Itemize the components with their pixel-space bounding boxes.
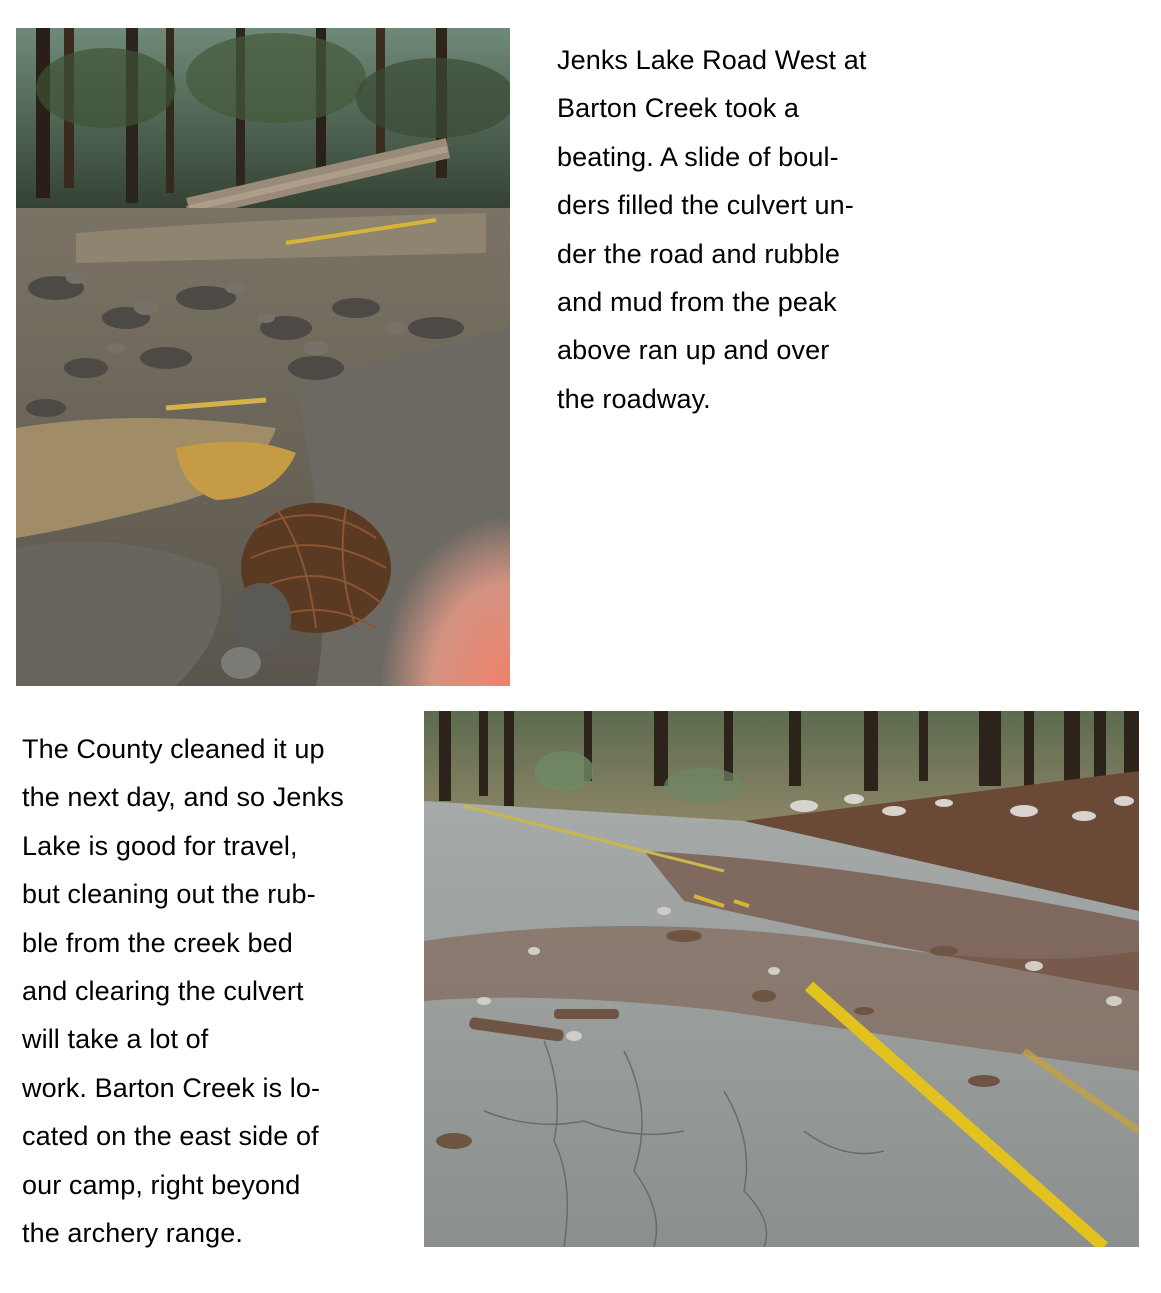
text-line: the roadway. <box>557 383 711 414</box>
slide-description <box>557 36 866 423</box>
cleanup-description <box>22 725 344 1257</box>
text-line: ble from the creek bed <box>22 927 293 958</box>
text-line: Lake is good for travel, <box>22 830 298 861</box>
text-line: ders filled the culvert un- <box>557 190 854 221</box>
text-line: work. Barton Creek is lo- <box>22 1072 321 1103</box>
road-cleanup-photo <box>424 711 1139 1247</box>
text-line: Barton Creek took a <box>557 93 800 124</box>
text-line: Jenks Lake Road West at <box>557 45 867 75</box>
text-line: der the road and rubble <box>557 238 841 269</box>
text-line: and clearing the culvert <box>22 976 304 1007</box>
text-line: the archery range. <box>22 1218 243 1249</box>
text-line: but cleaning out the rub- <box>22 879 316 910</box>
text-line: the next day, and so Jenks <box>22 782 344 813</box>
text-line: our camp, right beyond <box>22 1169 301 1200</box>
text-line: above ran up and over <box>557 335 830 366</box>
mudslide-photo <box>16 28 510 686</box>
text-line: The County cleaned it up <box>22 734 325 764</box>
text-line: and mud from the peak <box>557 287 837 318</box>
text-line: beating. A slide of boul- <box>557 141 839 172</box>
text-line: will take a lot of <box>22 1024 209 1055</box>
text-line: cated on the east side of <box>22 1121 319 1152</box>
